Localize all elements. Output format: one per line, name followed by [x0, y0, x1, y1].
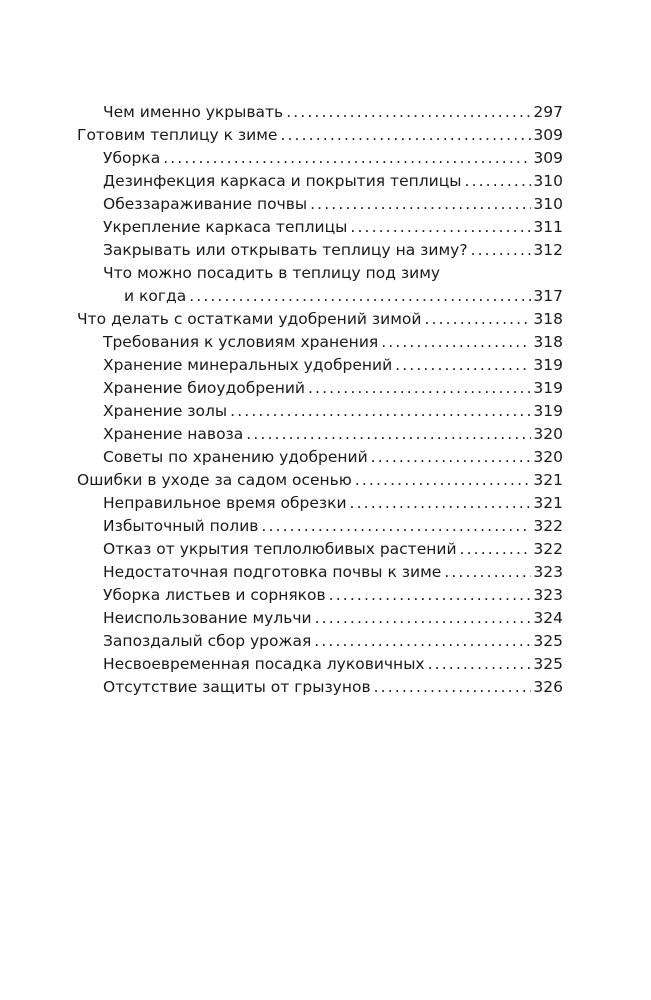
dot-leader [350, 492, 532, 515]
toc-entry-title: Хранение биоудобрений [103, 379, 305, 397]
toc-entry-page: 319 [533, 379, 563, 397]
toc-entry [77, 377, 563, 400]
toc-entry-page: 321 [533, 494, 563, 512]
toc-entry [77, 308, 563, 331]
toc-entry [77, 584, 563, 607]
dot-leader [471, 239, 532, 262]
dot-leader [315, 607, 532, 630]
toc-entry [77, 538, 563, 561]
toc-entry-title: Хранение навоза [103, 425, 244, 443]
toc-entry-page: 322 [533, 517, 563, 535]
toc-entry-title: Хранение минеральных удобрений [103, 356, 393, 374]
toc-entry [77, 170, 563, 193]
toc-entry-title: Дезинфекция каркаса и покрытия теплицы [103, 172, 462, 190]
dot-leader [371, 446, 532, 469]
toc-entry-title: Недостаточная подготовка почвы к зиме [103, 563, 442, 581]
table-of-contents [77, 101, 563, 699]
toc-entry-title: Несвоевременная посадка луковичных [103, 655, 425, 673]
toc-entry-title: Отсутствие защиты от грызунов [103, 678, 371, 696]
toc-entry-continuation [77, 285, 563, 308]
toc-entry [77, 561, 563, 584]
toc-entry-page: 310 [533, 172, 563, 190]
toc-entry-page: 320 [533, 425, 563, 443]
toc-entry-first-line [77, 262, 563, 285]
toc-entry-title: Укрепление каркаса теплицы [103, 218, 348, 236]
toc-entry-page: 318 [533, 333, 563, 351]
toc-entry-page: 323 [533, 563, 563, 581]
dot-leader [308, 377, 531, 400]
toc-entry-page: 324 [533, 609, 563, 627]
toc-entry-page: 323 [533, 586, 563, 604]
toc-entry-title: Советы по хранению удобрений [103, 448, 368, 466]
toc-entry-page: 319 [533, 402, 563, 420]
toc-entry-page: 321 [533, 471, 563, 489]
dot-leader [163, 147, 531, 170]
toc-entry-title: Отказ от укрытия теплолюбивых растений [103, 540, 457, 558]
toc-entry-title: Ошибки в уходе за садом осенью [77, 471, 352, 489]
toc-entry [77, 630, 563, 653]
dot-leader [329, 584, 532, 607]
toc-entry-title: Готовим теплицу к зиме [77, 126, 278, 144]
toc-entry-page: 317 [533, 287, 563, 305]
toc-entry-page: 320 [533, 448, 563, 466]
toc-entry-title: Что делать с остатками удобрений зимой [77, 310, 422, 328]
toc-entry-title: Запоздалый сбор урожая [103, 632, 312, 650]
dot-leader [374, 676, 532, 699]
toc-entry-title: Что можно посадить в теплицу под зиму [103, 264, 441, 282]
toc-entry [77, 492, 563, 515]
toc-entry-title: и когда [124, 287, 187, 305]
toc-entry [77, 239, 563, 262]
dot-leader [444, 561, 531, 584]
toc-entry-page: 319 [533, 356, 563, 374]
dot-leader [246, 423, 531, 446]
toc-entry-title: Требования к условиям хранения [103, 333, 379, 351]
toc-entry-title: Избыточный полив [103, 517, 259, 535]
toc-entry-title: Обеззараживание почвы [103, 195, 308, 213]
dot-leader [350, 216, 531, 239]
toc-entry-title: Неправильное время обрезки [103, 494, 347, 512]
toc-entry [77, 515, 563, 538]
dot-leader [280, 124, 531, 147]
dot-leader [460, 538, 532, 561]
toc-entry [77, 469, 563, 492]
toc-entry [77, 331, 563, 354]
toc-entry-page: 318 [533, 310, 563, 328]
dot-leader [189, 285, 531, 308]
dot-leader [230, 400, 531, 423]
toc-entry-title: Хранение золы [103, 402, 228, 420]
dot-leader [261, 515, 531, 538]
toc-entry-page: 326 [533, 678, 563, 696]
toc-entry [77, 653, 563, 676]
toc-entry-title: Уборка [103, 149, 161, 167]
dot-leader [381, 331, 531, 354]
toc-entry [77, 446, 563, 469]
toc-entry-title: Уборка листьев и сорняков [103, 586, 326, 604]
toc-entry [77, 676, 563, 699]
toc-entry-page: 322 [533, 540, 563, 558]
toc-entry-title: Закрывать или открывать теплицу на зиму? [103, 241, 468, 259]
dot-leader [424, 308, 531, 331]
dot-leader [310, 193, 531, 216]
toc-entry-page: 297 [533, 103, 563, 121]
toc-entry [77, 147, 563, 170]
toc-entry-page: 311 [533, 218, 563, 236]
toc-entry-title: Неиспользование мульчи [103, 609, 312, 627]
toc-entry-title: Чем именно укрывать [103, 103, 284, 121]
toc-entry [77, 400, 563, 423]
dot-leader [465, 170, 532, 193]
dot-leader [314, 630, 531, 653]
toc-entry [77, 354, 563, 377]
toc-entry-page: 309 [533, 126, 563, 144]
toc-entry-page: 312 [533, 241, 563, 259]
toc-entry [77, 216, 563, 239]
toc-entry [77, 124, 563, 147]
toc-entry [77, 101, 563, 124]
toc-entry [77, 607, 563, 630]
toc-entry-page: 309 [533, 149, 563, 167]
dot-leader [355, 469, 532, 492]
toc-entry-page: 325 [533, 632, 563, 650]
toc-entry [77, 423, 563, 446]
dot-leader [428, 653, 532, 676]
dot-leader [395, 354, 531, 377]
toc-entry [77, 193, 563, 216]
toc-entry-page: 325 [533, 655, 563, 673]
toc-entry-page: 310 [533, 195, 563, 213]
dot-leader [286, 101, 531, 124]
